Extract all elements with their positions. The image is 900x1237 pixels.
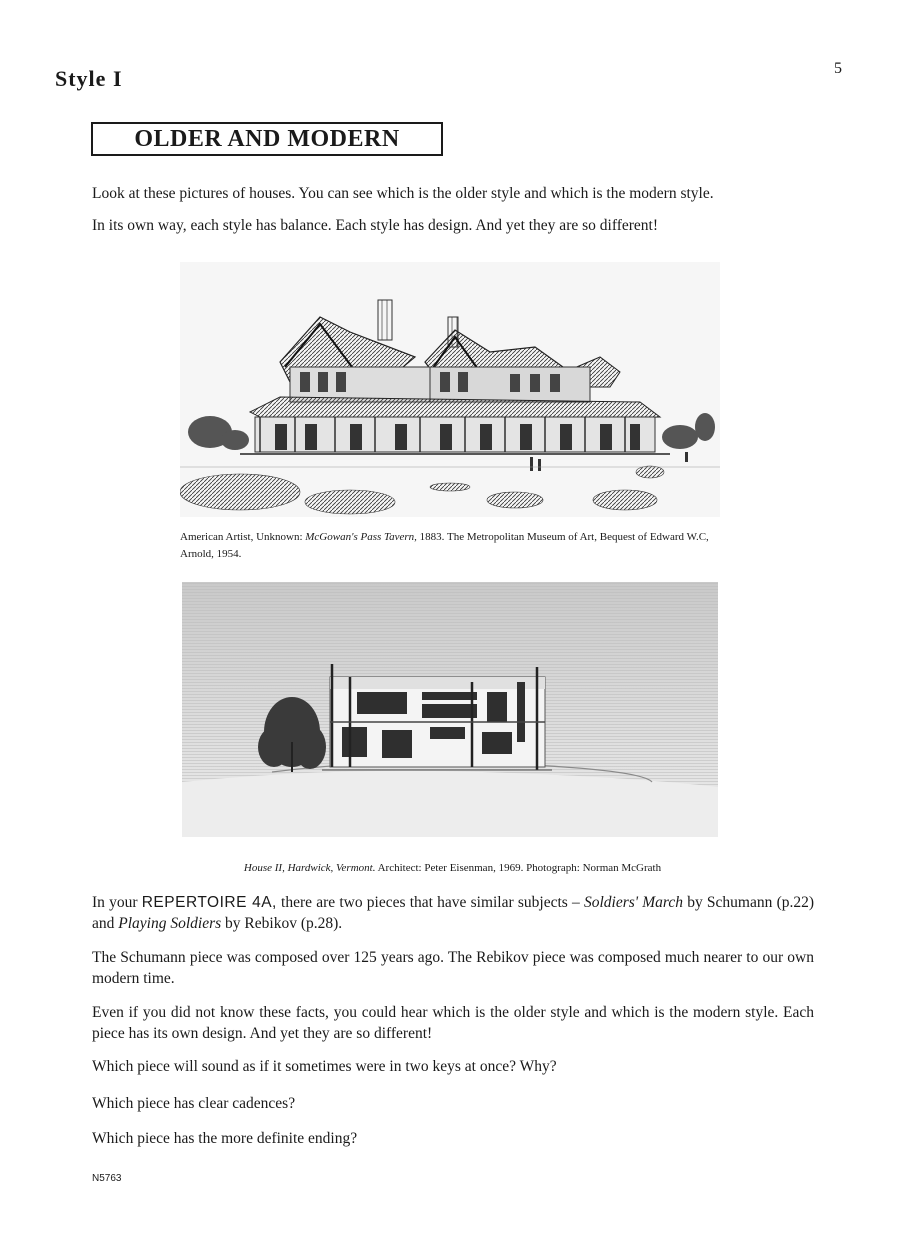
- piece-title-playing-soldiers: Playing Soldiers: [118, 915, 222, 933]
- body-paragraph-3: Even if you did not know these facts, you could hear which is the older style and which is the modern style. Each piece has its own design. And yet they are so different!: [92, 1004, 814, 1043]
- figure2-caption-suffix: Architect: Peter Eisenman, 1969. Photograph: Norman McGrath: [375, 862, 662, 874]
- question-3: Which piece has the more definite ending?: [92, 1130, 358, 1147]
- question-2: Which piece has clear cadences?: [92, 1095, 296, 1112]
- modern-house-photograph: [182, 582, 718, 837]
- body-paragraph-2: The Schumann piece was composed over 125 years ago. The Rebikov piece was composed much nearer to our own modern time.: [92, 949, 814, 988]
- page-number: 5: [834, 60, 842, 77]
- repertoire-reference: REPERTOIRE 4A,: [141, 894, 277, 911]
- figure1-caption-suffix: 1883. The Metropolitan Museum of Art, Bequest of Edward W.C, Arnold, 1954.: [180, 531, 709, 560]
- title-box-text: OLDER AND MODERN: [134, 125, 400, 152]
- question-1: Which piece will sound as if it sometimes were in two keys at once? Why?: [92, 1058, 557, 1075]
- figure2-caption-title: House II, Hardwick, Vermont.: [243, 862, 376, 874]
- title-box: [91, 122, 443, 156]
- intro-line-2: In its own way, each style has balance. Each style has design. And yet they are so different!: [92, 217, 658, 234]
- footer-code: N5763: [92, 1173, 122, 1184]
- figure1-caption: [180, 529, 725, 562]
- section-title: Style I: [55, 66, 123, 91]
- figure1-caption-prefix: American Artist, Unknown:: [180, 531, 306, 543]
- body-paragraph-1: [92, 892, 814, 935]
- intro-line-1: Look at these pictures of houses. You can see which is the older style and which is the modern style.: [92, 185, 714, 202]
- p1-part-d: by Rebikov (p.28).: [221, 915, 343, 933]
- p1-part-c: by Schumann (p.22) and: [92, 894, 815, 933]
- figure1-caption-title: McGowan's Pass Tavern,: [305, 531, 417, 543]
- p1-part-a: In your: [92, 894, 142, 911]
- p1-part-b: there are two pieces that have similar subjects –: [276, 894, 584, 911]
- victorian-house-illustration: [180, 262, 720, 517]
- figure2-caption: [180, 862, 725, 874]
- piece-title-soldiers-march: Soldiers' March: [583, 894, 684, 911]
